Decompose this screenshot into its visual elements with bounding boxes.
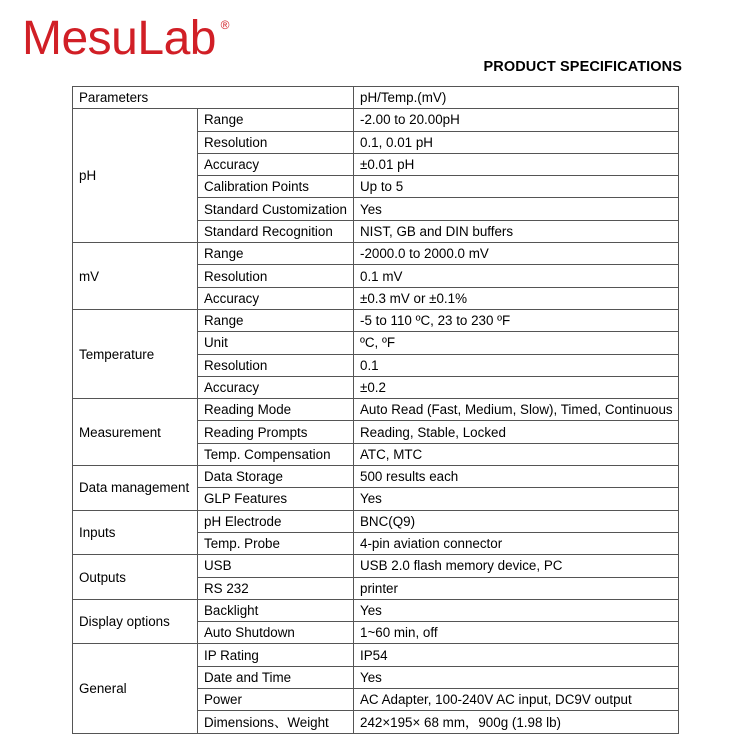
value-cell: Up to 5 — [354, 176, 679, 198]
value-cell: 1~60 min, off — [354, 622, 679, 644]
group-label: Inputs — [73, 510, 198, 555]
parameter-cell: USB — [198, 555, 354, 577]
value-cell: -5 to 110 ºC, 23 to 230 ºF — [354, 309, 679, 331]
value-cell: BNC(Q9) — [354, 510, 679, 532]
group-label: Temperature — [73, 309, 198, 398]
table-row — [73, 109, 679, 131]
parameter-cell: Resolution — [198, 265, 354, 287]
value-cell: USB 2.0 flash memory device, PC — [354, 555, 679, 577]
value-cell: 4-pin aviation connector — [354, 532, 679, 554]
header-row — [73, 87, 679, 109]
value-cell: Yes — [354, 198, 679, 220]
parameter-cell: pH Electrode — [198, 510, 354, 532]
header-value: pH/Temp.(mV) — [354, 87, 679, 109]
table-row — [73, 555, 679, 577]
parameter-cell: Calibration Points — [198, 176, 354, 198]
brand-name: MesuLab — [22, 12, 216, 65]
table-row — [73, 510, 679, 532]
value-cell: ±0.3 mV or ±0.1% — [354, 287, 679, 309]
header-parameters: Parameters — [73, 87, 354, 109]
value-cell: Yes — [354, 599, 679, 621]
value-cell: ATC, MTC — [354, 443, 679, 465]
table-row — [73, 599, 679, 621]
parameter-cell: Temp. Probe — [198, 532, 354, 554]
parameter-cell: Reading Mode — [198, 399, 354, 421]
value-cell: NIST, GB and DIN buffers — [354, 220, 679, 242]
value-cell: 0.1, 0.01 pH — [354, 131, 679, 153]
value-cell: 0.1 — [354, 354, 679, 376]
registered-mark: ® — [220, 18, 229, 32]
page-title: PRODUCT SPECIFICATIONS — [483, 59, 682, 75]
value-cell: AC Adapter, 100-240V AC input, DC9V output — [354, 689, 679, 711]
parameter-cell: Dimensions、Weight — [198, 711, 354, 733]
parameter-cell: RS 232 — [198, 577, 354, 599]
group-label: Measurement — [73, 399, 198, 466]
value-cell: ±0.2 — [354, 376, 679, 398]
table-row — [73, 466, 679, 488]
parameter-cell: Auto Shutdown — [198, 622, 354, 644]
group-label: Display options — [73, 599, 198, 644]
parameter-cell: Accuracy — [198, 376, 354, 398]
value-cell: Reading, Stable, Locked — [354, 421, 679, 443]
parameter-cell: Date and Time — [198, 666, 354, 688]
value-cell: 242×195× 68 mm，900g (1.98 lb) — [354, 711, 679, 733]
parameter-cell: Range — [198, 309, 354, 331]
parameter-cell: GLP Features — [198, 488, 354, 510]
brand-logo — [22, 12, 229, 65]
parameter-cell: Range — [198, 243, 354, 265]
table-row — [73, 243, 679, 265]
group-label: pH — [73, 109, 198, 243]
table-row — [73, 309, 679, 331]
value-cell: Auto Read (Fast, Medium, Slow), Timed, Continuous — [354, 399, 679, 421]
parameter-cell: Power — [198, 689, 354, 711]
parameter-cell: Range — [198, 109, 354, 131]
group-label: Data management — [73, 466, 198, 511]
parameter-cell: Standard Recognition — [198, 220, 354, 242]
parameter-cell: Resolution — [198, 354, 354, 376]
table-row — [73, 399, 679, 421]
parameter-cell: Temp. Compensation — [198, 443, 354, 465]
value-cell: 0.1 mV — [354, 265, 679, 287]
value-cell: 500 results each — [354, 466, 679, 488]
value-cell: IP54 — [354, 644, 679, 666]
group-label: General — [73, 644, 198, 733]
parameter-cell: Standard Customization — [198, 198, 354, 220]
value-cell: ±0.01 pH — [354, 153, 679, 175]
spec-table — [72, 86, 679, 734]
group-label: Outputs — [73, 555, 198, 600]
parameter-cell: Data Storage — [198, 466, 354, 488]
parameter-cell: Resolution — [198, 131, 354, 153]
value-cell: Yes — [354, 488, 679, 510]
parameter-cell: Unit — [198, 332, 354, 354]
value-cell: -2.00 to 20.00pH — [354, 109, 679, 131]
value-cell: -2000.0 to 2000.0 mV — [354, 243, 679, 265]
value-cell: Yes — [354, 666, 679, 688]
table-row — [73, 644, 679, 666]
parameter-cell: IP Rating — [198, 644, 354, 666]
parameter-cell: Accuracy — [198, 287, 354, 309]
value-cell: printer — [354, 577, 679, 599]
value-cell: ºC, ºF — [354, 332, 679, 354]
parameter-cell: Accuracy — [198, 153, 354, 175]
parameter-cell: Backlight — [198, 599, 354, 621]
parameter-cell: Reading Prompts — [198, 421, 354, 443]
group-label: mV — [73, 243, 198, 310]
